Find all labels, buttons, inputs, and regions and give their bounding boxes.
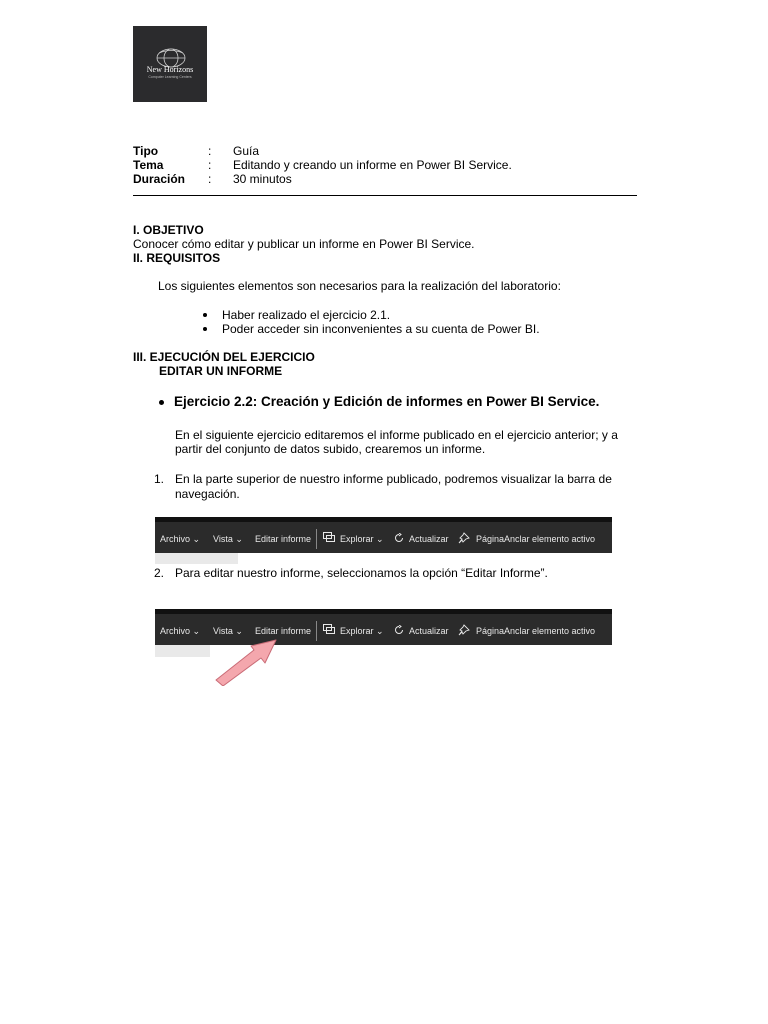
meta-key: Duración xyxy=(133,172,186,186)
bullet-icon xyxy=(203,313,207,317)
meta-value: Editando y creando un informe en Power BI Service. xyxy=(233,158,512,172)
meta-key: Tema xyxy=(133,158,164,172)
menu-label: Vista xyxy=(213,626,233,636)
menu-archivo[interactable]: Archivo ⌄ xyxy=(160,626,201,636)
editar-informe-button[interactable]: Editar informe xyxy=(255,626,312,636)
meta-row-tema xyxy=(133,158,512,172)
ejercicio-text-line-2: partir del conjunto de datos subido, crearemos un informe. xyxy=(175,442,486,456)
menu-vista[interactable]: Vista ⌄ xyxy=(213,626,243,636)
refresh-icon xyxy=(394,533,404,545)
editar-informe-button[interactable]: Editar informe xyxy=(255,534,312,544)
meta-sep: : xyxy=(208,144,212,158)
menu-label: Explorar xyxy=(340,534,374,544)
actualizar-button[interactable]: Actualizar xyxy=(409,534,449,544)
anclar-button[interactable]: Anclar elemento activo xyxy=(504,626,596,636)
menu-label: Vista xyxy=(213,534,233,544)
ejecucion-heading: III. EJECUCIÓN DEL EJERCICIO xyxy=(133,350,315,364)
ejercicio-title: Ejercicio 2.2: Creación y Edición de informes en Power BI Service. xyxy=(174,394,600,409)
refresh-icon xyxy=(394,625,404,637)
bullet-icon xyxy=(159,400,164,405)
document-meta xyxy=(133,144,512,186)
requisitos-intro: Los siguientes elementos son necesarios para la realización del laboratorio: xyxy=(158,279,561,293)
meta-sep: : xyxy=(208,158,212,172)
meta-row-duracion xyxy=(133,172,512,186)
requisito-item: Poder acceder sin inconvenientes a su cuenta de Power BI. xyxy=(222,322,540,336)
editar-heading: EDITAR UN INFORME xyxy=(159,364,283,378)
actualizar-button[interactable]: Actualizar xyxy=(409,626,449,636)
meta-value: Guía xyxy=(233,144,260,158)
menu-explorar[interactable]: Explorar ⌄ xyxy=(340,626,384,636)
objetivo-text: Conocer cómo editar y publicar un informe en Power BI Service. xyxy=(133,237,475,251)
svg-text:New Horizons: New Horizons xyxy=(146,65,194,74)
bullet-icon xyxy=(203,327,207,331)
step-number: 2. xyxy=(154,566,165,580)
meta-value: 30 minutos xyxy=(233,172,292,186)
menu-archivo[interactable]: Archivo ⌄ xyxy=(160,534,201,544)
menu-explorar[interactable]: Explorar ⌄ xyxy=(340,534,384,544)
menu-label: Archivo xyxy=(160,626,191,636)
svg-text:Computer Learning Centers: Computer Learning Centers xyxy=(148,75,192,79)
anclar-button[interactable]: Anclar elemento activo xyxy=(504,534,596,544)
pagina-button[interactable]: Página xyxy=(476,534,505,544)
screenshot-background xyxy=(155,644,210,657)
pointer-arrow-icon xyxy=(210,636,280,686)
menu-label: Archivo xyxy=(160,534,191,544)
pagina-button[interactable]: Página xyxy=(476,626,505,636)
requisito-item: Haber realizado el ejercicio 2.1. xyxy=(222,308,391,322)
ejercicio-text-line-1: En el siguiente ejercicio editaremos el informe publicado en el ejercicio anterior; y a xyxy=(175,428,618,442)
requisitos-heading: II. REQUISITOS xyxy=(133,251,221,265)
step1-text-line-1: En la parte superior de nuestro informe publicado, podremos visualizar la barra de xyxy=(175,472,612,486)
navigation-bar-screenshot xyxy=(155,517,612,553)
pin-icon xyxy=(458,532,470,546)
new-horizons-logo xyxy=(133,26,207,102)
step1-text-line-2: navegación. xyxy=(175,487,240,501)
toolbar-divider xyxy=(316,621,317,641)
meta-key: Tipo xyxy=(133,144,159,158)
step-number: 1. xyxy=(154,472,165,486)
screenshot-background xyxy=(155,552,238,564)
menu-label: Explorar xyxy=(340,626,374,636)
toolbar-divider xyxy=(316,529,317,549)
meta-row-tipo xyxy=(133,144,512,158)
pin-icon xyxy=(458,624,470,638)
header-divider xyxy=(133,195,637,196)
explore-icon xyxy=(323,532,335,544)
meta-sep: : xyxy=(208,172,212,186)
step2-text: Para editar nuestro informe, seleccionamos la opción “Editar Informe”. xyxy=(175,566,548,580)
objetivo-heading: I. OBJETIVO xyxy=(133,223,204,237)
explore-icon xyxy=(323,624,335,636)
menu-vista[interactable]: Vista ⌄ xyxy=(213,534,243,544)
